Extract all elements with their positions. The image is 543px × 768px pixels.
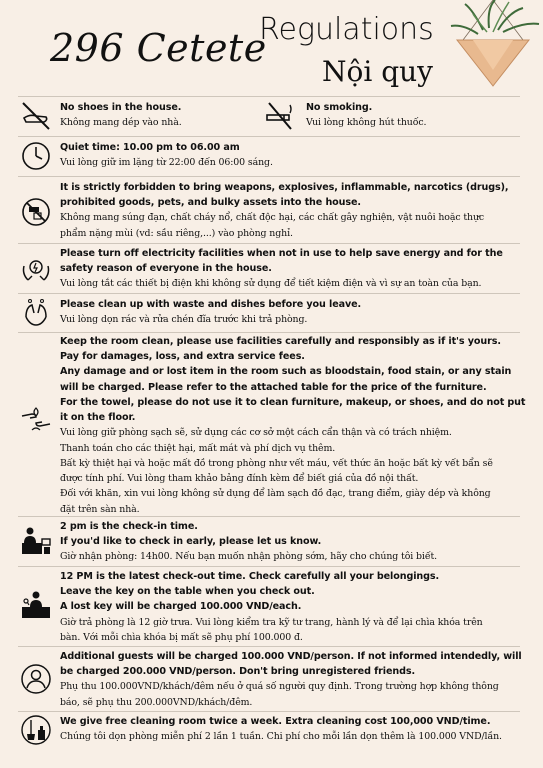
rule-en: If you'd like to check in early, please let us know. (60, 536, 322, 548)
rule-vi: Không mang súng đạn, chất cháy nổ, chất độc hại, các chất gây nghiện, vật nuôi hoặc thực (60, 212, 485, 224)
rule-en: Quiet time: 10.00 pm to 06.00 am (60, 142, 240, 153)
rule-en: it on the floor. (60, 412, 136, 424)
divider (18, 516, 520, 517)
rule-vi: Thanh toán cho các thiệt hại, mất mát và phí dịch vụ thêm. (60, 442, 336, 454)
rule-vi: Giờ nhận phòng: 14h00. Nếu bạn muốn nhận phòng sớm, hãy cho chúng tôi biết. (60, 551, 438, 563)
rule-vi: Vui lòng giữ phòng sạch sẽ, sử dụng các cơ sở một cách cẩn thận và có trách nhiệm. (60, 427, 452, 439)
rule-vi: Không mang dép vào nhà. (60, 117, 182, 129)
rule-en: 12 PM is the latest check-out time. Check carefully all your belongings. (60, 571, 440, 582)
helping-hands-icon (20, 404, 52, 436)
rule-en: For the towel, please do not use it to clean furniture, makeup, or shoes, and do not put (60, 396, 526, 408)
rule-cleaning-service (18, 714, 520, 748)
forbidden-items-icon (20, 196, 52, 228)
rule-en: Any damage and or lost item in the room such as bloodstain, food stain, or any stain (60, 366, 512, 378)
guest-avatar-icon (20, 663, 52, 695)
divider (18, 566, 520, 567)
rule-additional-guests (18, 649, 520, 711)
rule-vi: Đối với khăn, xin vui lòng không sử dụng để làm sạch đồ đạc, trang điểm, giày dép và không (60, 488, 491, 500)
rule-en: 2 pm is the check-in time. (60, 521, 198, 532)
rule-en: Keep the room clean, please use facilities carefully and responsibly as if it's yours. (60, 336, 501, 347)
rule-en: Please turn off electricity facilities when not in use to help save energy and for the (60, 248, 503, 259)
reception-desk-icon (20, 525, 52, 557)
rule-en: We give free cleaning room twice a week. Extra cleaning cost 100,000 VND/time. (60, 716, 491, 727)
rule-en: will be charged. Please refer to the attached table for the price of the furniture. (60, 381, 487, 393)
rule-en: No shoes in the house. (60, 102, 182, 113)
page-title: Regulations (259, 12, 434, 47)
rule-en: A lost key will be charged 100.000 VND/each. (60, 601, 302, 613)
rule-quiet-time (18, 140, 520, 174)
no-smoking-icon (264, 100, 296, 132)
rule-vi: báo, sẽ phụ thu 200.000VND/khách/đêm. (60, 696, 253, 708)
divider (18, 293, 520, 294)
checkout-desk-icon (20, 589, 52, 621)
rule-vi: Chúng tôi dọn phòng miễn phí 2 lần 1 tuần. Chi phí cho mỗi lần dọn thêm là 100.000 VND/lần. (60, 731, 502, 743)
cleaning-supplies-icon (20, 714, 52, 746)
divider (18, 332, 520, 333)
divider (18, 176, 520, 177)
rule-en: be charged 200.000 VND/person. Don't bring unregistered friends. (60, 666, 416, 678)
rule-check-out (18, 569, 520, 645)
rule-en: prohibited goods, pets, and bulky assets into the house. (60, 197, 361, 209)
divider (18, 136, 520, 137)
rule-vi: Giờ trả phòng là 12 giờ trưa. Vui lòng kiểm tra kỹ tư trang, hành lý và để lại chìa khóa trên (60, 616, 483, 628)
rule-clean-up (18, 297, 520, 331)
rule-vi: phẩm nặng mùi (vd: sầu riêng,...) vào phòng nghỉ. (60, 227, 293, 239)
rule-en: Additional guests will be charged 100.000 VND/person. If not informed intendedly, will (60, 651, 522, 662)
rule-vi: bàn. Với mỗi chìa khóa bị mất sẽ phụ phí 100.000 đ. (60, 631, 303, 643)
divider (18, 243, 520, 244)
divider (18, 711, 520, 712)
rule-en: It is strictly forbidden to bring weapons, explosives, inflammable, narcotics (drugs), (60, 182, 509, 193)
rule-vi: Phụ thu 100.000VND/khách/đêm nếu ở quá số người quy định. Trong trường hợp không thông (60, 681, 499, 693)
rule-vi: Bất kỳ thiệt hại và hoặc mất đồ trong phòng như vết máu, vết thức ăn hoặc bất kỳ vết bẩn sẽ (60, 457, 493, 469)
hanging-plant-icon (443, 0, 543, 92)
rule-en: No smoking. (306, 102, 373, 113)
rule-check-in (18, 519, 520, 565)
rule-vi: được tính phí. Vui lòng tham khảo bảng đính kèm để biết giá của đồ nội thất. (60, 473, 419, 485)
clock-icon (20, 140, 52, 172)
washing-hands-icon (20, 297, 52, 329)
rule-no-smoking (264, 100, 520, 134)
rule-vi: Vui lòng giữ im lặng từ 22:00 đến 06:00 sáng. (60, 157, 273, 169)
rule-vi: đặt trên sàn nhà. (60, 503, 140, 515)
rule-en: Pay for damages, loss, and extra service fees. (60, 351, 305, 363)
no-shoes-icon (20, 100, 52, 132)
rule-en: safety reason of everyone in the house. (60, 263, 272, 275)
rule-en: Please clean up with waste and dishes before you leave. (60, 299, 362, 310)
rule-keep-room-clean (18, 334, 526, 515)
energy-saving-icon (20, 254, 52, 286)
page-subtitle: Nội quy (322, 55, 433, 88)
rule-electricity (18, 246, 520, 292)
divider (18, 96, 520, 97)
rule-vi: Vui lòng dọn rác và rửa chén đĩa trước khi trả phòng. (60, 314, 308, 326)
rule-forbidden-items (18, 180, 520, 242)
rule-vi: Vui lòng tắt các thiết bị điện khi không sử dụng để tiết kiệm điện và vì sự an toàn của bạn. (60, 278, 482, 290)
rule-en: Leave the key on the table when you check out. (60, 586, 315, 598)
rule-vi: Vui lòng không hút thuốc. (306, 117, 427, 129)
divider (18, 646, 520, 647)
brand-name: 296 Cetete (50, 26, 267, 70)
